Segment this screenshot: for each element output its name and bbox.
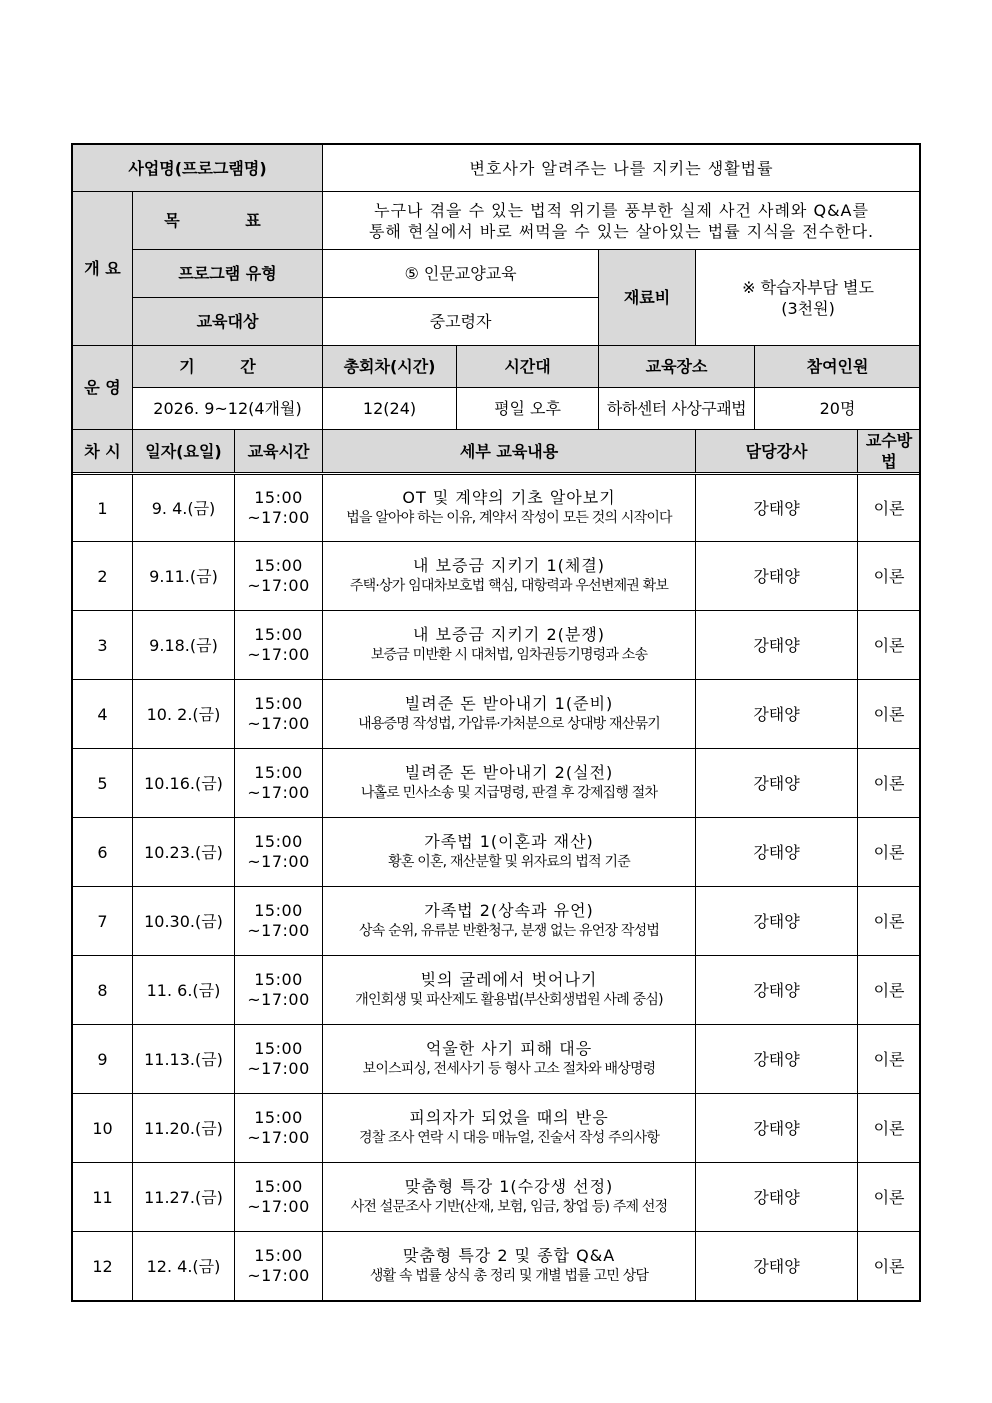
session-row xyxy=(73,1232,921,1301)
operation-section-label: 운 영 xyxy=(73,346,133,430)
col-header-instructor: 담당강사 xyxy=(696,430,858,474)
session-method: 이론 xyxy=(858,1094,921,1163)
session-title: 빚의 굴레에서 벗어나기 xyxy=(420,970,598,989)
session-instructor: 강태양 xyxy=(696,1232,858,1301)
goal-line-1: 누구나 겪을 수 있는 법적 위기를 풍부한 실제 사건 사례와 Q&A를 xyxy=(374,200,869,220)
session-instructor: 강태양 xyxy=(696,749,858,818)
session-time xyxy=(235,680,323,749)
session-no: 8 xyxy=(73,956,133,1025)
session-date: 11.27.(금) xyxy=(133,1163,235,1232)
session-row xyxy=(73,611,921,680)
session-time-start: 15:00 xyxy=(254,901,303,920)
session-date: 11. 6.(금) xyxy=(133,956,235,1025)
session-time-start: 15:00 xyxy=(254,488,303,507)
session-method: 이론 xyxy=(858,1232,921,1301)
session-instructor: 강태양 xyxy=(696,680,858,749)
session-method: 이론 xyxy=(858,749,921,818)
operation-value-row xyxy=(73,388,921,430)
session-time-start: 15:00 xyxy=(254,1108,303,1127)
session-instructor: 강태양 xyxy=(696,818,858,887)
session-time-start: 15:00 xyxy=(254,1039,303,1058)
session-method: 이론 xyxy=(858,887,921,956)
session-content xyxy=(323,818,696,887)
session-detail: 보증금 미반환 시 대처법, 임차권등기명령과 소송 xyxy=(370,647,648,663)
session-detail: 나홀로 민사소송 및 지급명령, 판결 후 강제집행 절차 xyxy=(360,785,658,801)
session-date: 11.13.(금) xyxy=(133,1025,235,1094)
session-date: 9.11.(금) xyxy=(133,542,235,611)
session-content xyxy=(323,749,696,818)
session-time xyxy=(235,542,323,611)
session-no: 1 xyxy=(73,474,133,542)
participants-value: 20명 xyxy=(755,388,921,430)
session-time xyxy=(235,1025,323,1094)
session-content xyxy=(323,1025,696,1094)
session-row xyxy=(73,818,921,887)
session-detail: 황혼 이혼, 재산분할 및 위자료의 법적 기준 xyxy=(388,854,630,870)
session-content xyxy=(323,1094,696,1163)
session-detail: 법을 알아야 하는 이유, 계약서 작성이 모든 것의 시작이다 xyxy=(346,510,672,526)
session-instructor: 강태양 xyxy=(696,611,858,680)
period-value: 2026. 9~12(4개월) xyxy=(133,388,323,430)
session-title: 맞춤형 특강 2 및 종합 Q&A xyxy=(402,1246,616,1265)
session-title: 맞춤형 특강 1(수강생 선정) xyxy=(404,1177,614,1196)
goal-value xyxy=(323,192,921,250)
session-method: 이론 xyxy=(858,611,921,680)
session-title: 내 보증금 지키기 2(분쟁) xyxy=(413,625,606,644)
session-method: 이론 xyxy=(858,474,921,542)
session-title: OT 및 계약의 기초 알아보기 xyxy=(402,488,616,507)
session-time-start: 15:00 xyxy=(254,625,303,644)
session-instructor: 강태양 xyxy=(696,542,858,611)
goal-line-2: 통해 현실에서 바로 써먹을 수 있는 살아있는 법률 지식을 전수한다. xyxy=(368,221,875,241)
session-time-end: ~17:00 xyxy=(247,990,310,1009)
session-method: 이론 xyxy=(858,680,921,749)
session-row xyxy=(73,956,921,1025)
session-date: 9. 4.(금) xyxy=(133,474,235,542)
program-name-value: 변호사가 알려주는 나를 지키는 생활법률 xyxy=(323,145,921,192)
target-value: 중고령자 xyxy=(323,298,599,346)
place-label: 교육장소 xyxy=(599,346,755,388)
session-instructor: 강태양 xyxy=(696,1025,858,1094)
session-time-start: 15:00 xyxy=(254,1177,303,1196)
program-type-label: 프로그램 유형 xyxy=(133,250,323,298)
target-label: 교육대상 xyxy=(133,298,323,346)
session-time-end: ~17:00 xyxy=(247,852,310,871)
session-content xyxy=(323,474,696,542)
session-content xyxy=(323,680,696,749)
operation-header-row xyxy=(73,346,921,388)
session-date: 10.30.(금) xyxy=(133,887,235,956)
session-detail: 생활 속 법률 상식 총 정리 및 개별 법률 고민 상담 xyxy=(369,1268,649,1284)
session-date: 9.18.(금) xyxy=(133,611,235,680)
session-detail: 경찰 조사 연락 시 대응 매뉴얼, 진술서 작성 주의사항 xyxy=(359,1130,660,1146)
session-time-end: ~17:00 xyxy=(247,1128,310,1147)
session-row xyxy=(73,1163,921,1232)
place-value: 하하센터 사상구괘법 xyxy=(599,388,755,430)
session-method: 이론 xyxy=(858,956,921,1025)
sessions-value: 12(24) xyxy=(323,388,457,430)
session-method: 이론 xyxy=(858,542,921,611)
col-header-content: 세부 교육내용 xyxy=(323,430,696,474)
participants-label: 참여인원 xyxy=(755,346,921,388)
session-time-end: ~17:00 xyxy=(247,921,310,940)
session-method: 이론 xyxy=(858,818,921,887)
program-name-row xyxy=(73,145,921,192)
schedule-header-row xyxy=(73,430,921,474)
session-time-end: ~17:00 xyxy=(247,576,310,595)
session-instructor: 강태양 xyxy=(696,887,858,956)
session-date: 10.16.(금) xyxy=(133,749,235,818)
sessions-label: 총회차(시간) xyxy=(323,346,457,388)
session-no: 3 xyxy=(73,611,133,680)
session-time xyxy=(235,1232,323,1301)
session-time xyxy=(235,818,323,887)
session-detail: 내용증명 작성법, 가압류·가처분으로 상대방 재산묶기 xyxy=(358,716,660,732)
session-method: 이론 xyxy=(858,1163,921,1232)
session-instructor: 강태양 xyxy=(696,956,858,1025)
session-content xyxy=(323,1232,696,1301)
session-no: 4 xyxy=(73,680,133,749)
session-no: 2 xyxy=(73,542,133,611)
session-row xyxy=(73,680,921,749)
session-detail: 주택·상가 임대차보호법 핵심, 대항력과 우선변제권 확보 xyxy=(349,578,669,594)
session-title: 빌려준 돈 받아내기 1(준비) xyxy=(404,694,614,713)
session-detail: 개인회생 및 파산제도 활용법(부산회생법원 사례 중심) xyxy=(355,992,663,1008)
program-type-value: ⑤ 인문교양교육 xyxy=(323,250,599,298)
session-content xyxy=(323,542,696,611)
session-date: 10.23.(금) xyxy=(133,818,235,887)
timeslot-label: 시간대 xyxy=(457,346,599,388)
col-header-no: 차 시 xyxy=(73,430,133,474)
session-time xyxy=(235,611,323,680)
session-time-end: ~17:00 xyxy=(247,783,310,802)
session-row xyxy=(73,749,921,818)
session-time-end: ~17:00 xyxy=(247,714,310,733)
session-time xyxy=(235,1163,323,1232)
program-plan-table xyxy=(72,144,921,1301)
session-time-start: 15:00 xyxy=(254,763,303,782)
session-time xyxy=(235,1094,323,1163)
session-row xyxy=(73,1094,921,1163)
program-name-label: 사업명(프로그램명) xyxy=(73,145,323,192)
session-time-start: 15:00 xyxy=(254,556,303,575)
session-row xyxy=(73,474,921,542)
session-content xyxy=(323,611,696,680)
session-title: 가족법 1(이혼과 재산) xyxy=(424,832,594,851)
session-content xyxy=(323,956,696,1025)
session-no: 5 xyxy=(73,749,133,818)
session-instructor: 강태양 xyxy=(696,474,858,542)
session-no: 7 xyxy=(73,887,133,956)
session-time-start: 15:00 xyxy=(254,832,303,851)
goal-row xyxy=(73,192,921,250)
session-detail: 사전 설문조사 기반(산재, 보험, 임금, 창업 등) 주제 선정 xyxy=(350,1199,668,1215)
col-header-time: 교육시간 xyxy=(235,430,323,474)
session-method: 이론 xyxy=(858,1025,921,1094)
session-time xyxy=(235,474,323,542)
session-time-end: ~17:00 xyxy=(247,1059,310,1078)
session-time-start: 15:00 xyxy=(254,1246,303,1265)
session-time-start: 15:00 xyxy=(254,694,303,713)
session-title: 가족법 2(상속과 유언) xyxy=(424,901,594,920)
material-fee-line-1: ※ 학습자부담 별도 xyxy=(742,277,874,297)
session-title: 내 보증금 지키기 1(체결) xyxy=(413,556,606,575)
session-time-start: 15:00 xyxy=(254,970,303,989)
overview-section-label: 개 요 xyxy=(73,192,133,346)
session-instructor: 강태양 xyxy=(696,1094,858,1163)
col-header-date: 일자(요일) xyxy=(133,430,235,474)
session-instructor: 강태양 xyxy=(696,1163,858,1232)
session-date: 11.20.(금) xyxy=(133,1094,235,1163)
program-plan-document xyxy=(72,144,920,1301)
session-detail: 보이스피싱, 전세사기 등 형사 고소 절차와 배상명령 xyxy=(362,1061,656,1077)
session-time xyxy=(235,887,323,956)
session-content xyxy=(323,887,696,956)
session-title: 억울한 사기 피해 대응 xyxy=(425,1039,593,1058)
session-time-end: ~17:00 xyxy=(247,645,310,664)
session-content xyxy=(323,1163,696,1232)
session-row xyxy=(73,542,921,611)
session-title: 피의자가 되었을 때의 반응 xyxy=(409,1108,609,1127)
session-detail: 상속 순위, 유류분 반환청구, 분쟁 없는 유언장 작성법 xyxy=(359,923,660,939)
session-time-end: ~17:00 xyxy=(247,508,310,527)
session-row xyxy=(73,887,921,956)
period-label: 기 간 xyxy=(133,346,323,388)
goal-label: 목 표 xyxy=(133,192,323,250)
session-no: 9 xyxy=(73,1025,133,1094)
session-no: 10 xyxy=(73,1094,133,1163)
session-time-end: ~17:00 xyxy=(247,1266,310,1285)
session-time-end: ~17:00 xyxy=(247,1197,310,1216)
session-no: 11 xyxy=(73,1163,133,1232)
timeslot-value: 평일 오후 xyxy=(457,388,599,430)
session-title: 빌려준 돈 받아내기 2(실전) xyxy=(404,763,614,782)
material-fee-line-2: (3천원) xyxy=(781,298,835,318)
session-no: 12 xyxy=(73,1232,133,1301)
col-header-method: 교수방법 xyxy=(858,430,921,474)
program-type-row xyxy=(73,250,921,298)
session-time xyxy=(235,749,323,818)
session-no: 6 xyxy=(73,818,133,887)
material-fee-label: 재료비 xyxy=(599,250,696,346)
session-time xyxy=(235,956,323,1025)
session-date: 10. 2.(금) xyxy=(133,680,235,749)
material-fee-value xyxy=(696,250,921,346)
session-row xyxy=(73,1025,921,1094)
session-date: 12. 4.(금) xyxy=(133,1232,235,1301)
